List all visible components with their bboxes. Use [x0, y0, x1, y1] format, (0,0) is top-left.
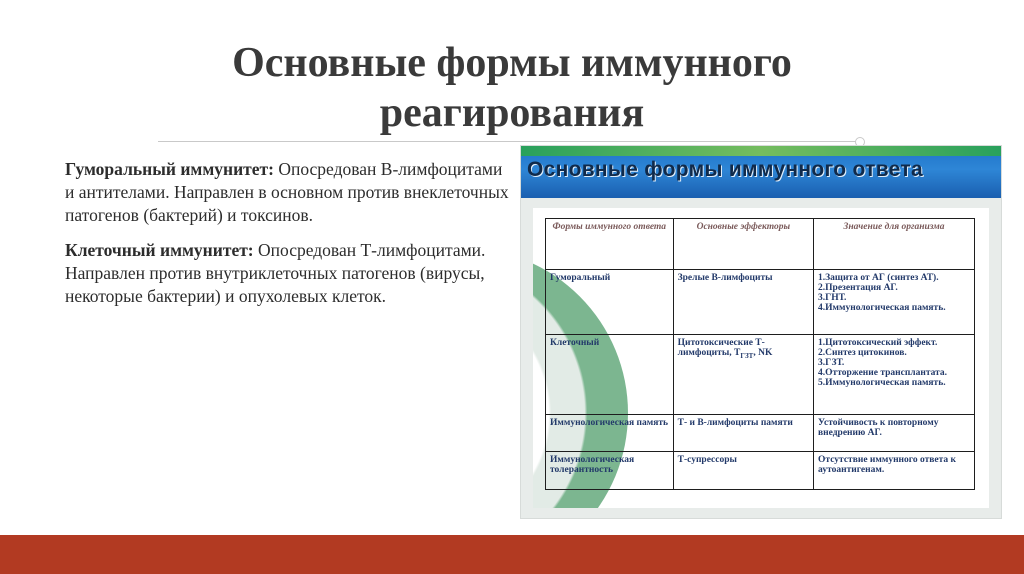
- significance-line: 2.Презентация АГ.: [818, 283, 898, 293]
- table-cell-effectors: Т- и В-лимфоциты памяти: [673, 414, 813, 452]
- effectors-main: Цитотоксические Т-лимфоциты, Т: [677, 338, 765, 359]
- significance-line: 2.Синтез цитокинов.: [818, 348, 907, 359]
- table-cell-effectors: Зрелые В-лимфоциты: [673, 270, 813, 335]
- title-divider: [158, 141, 858, 142]
- humoral-description: Опосредован В-лимфоцитами и антителами. Направлен в основном против внеклеточных патогенов (бактерий) и токсинов.: [65, 159, 509, 225]
- table-header: Формы иммунного ответа: [546, 219, 674, 270]
- footer-bar: [0, 535, 1024, 574]
- table-cell-effectors: [673, 335, 813, 414]
- table-cell-form: Иммунологическая память: [546, 414, 674, 452]
- table-header: Основные эффекторы: [673, 219, 813, 270]
- table-row: [546, 270, 975, 335]
- table-cell-significance: [814, 335, 975, 414]
- cellular-term: Клеточный иммунитет:: [65, 240, 254, 260]
- immune-response-figure: [520, 145, 1002, 519]
- significance-line: 4.Иммунологическая память.: [818, 303, 946, 313]
- figure-paper: [533, 208, 989, 508]
- significance-line: 1.Защита от АГ (синтез АТ).: [818, 273, 939, 283]
- banner-stripe: [521, 146, 1001, 156]
- significance-line: Отсутствие иммунного ответа к аутоантигенам.: [818, 455, 957, 476]
- table-cell-significance: [814, 452, 975, 490]
- figure-banner-title: Основные формы иммунного ответа: [527, 158, 923, 181]
- table-cell-form: Гуморальный: [546, 270, 674, 335]
- cellular-paragraph: [65, 239, 510, 308]
- significance-line: 3.ГНТ.: [818, 293, 847, 303]
- significance-line: 3.ГЗТ.: [818, 358, 845, 369]
- significance-line: 4.Отторжение трансплантата.: [818, 368, 948, 379]
- significance-line: 5.Иммунологическая память.: [818, 378, 946, 389]
- figure-banner: [521, 146, 1001, 198]
- humoral-paragraph: [65, 158, 510, 227]
- immune-response-table: [545, 218, 975, 490]
- humoral-term: Гуморальный иммунитет:: [65, 159, 274, 179]
- table-row: [546, 335, 975, 414]
- body-text: [65, 158, 510, 320]
- table-cell-effectors: Т-супрессоры: [673, 452, 813, 490]
- table-header-row: [546, 219, 975, 270]
- table-row: [546, 414, 975, 452]
- table-row: [546, 452, 975, 490]
- significance-line: 1.Цитотоксический эффект.: [818, 338, 938, 349]
- effectors-subscript: ГЗТ: [740, 352, 754, 361]
- slide-title: Основные формы иммунного реагирования: [232, 40, 792, 136]
- table-header: Значение для организма: [814, 219, 975, 270]
- table-cell-form: Клеточный: [546, 335, 674, 414]
- table-cell-form: Иммунологическая толерантность: [546, 452, 674, 490]
- cellular-description: Опосредован Т-лимфоцитами. Направлен против внутриклеточных патогенов (вирусы, некоторые бактерии) и опухолевых клеток.: [65, 240, 486, 306]
- effectors-tail: , NK: [753, 348, 773, 359]
- significance-line: Устойчивость к повторному внедрению АГ.: [818, 417, 939, 438]
- table-cell-significance: [814, 270, 975, 335]
- table-cell-significance: [814, 414, 975, 452]
